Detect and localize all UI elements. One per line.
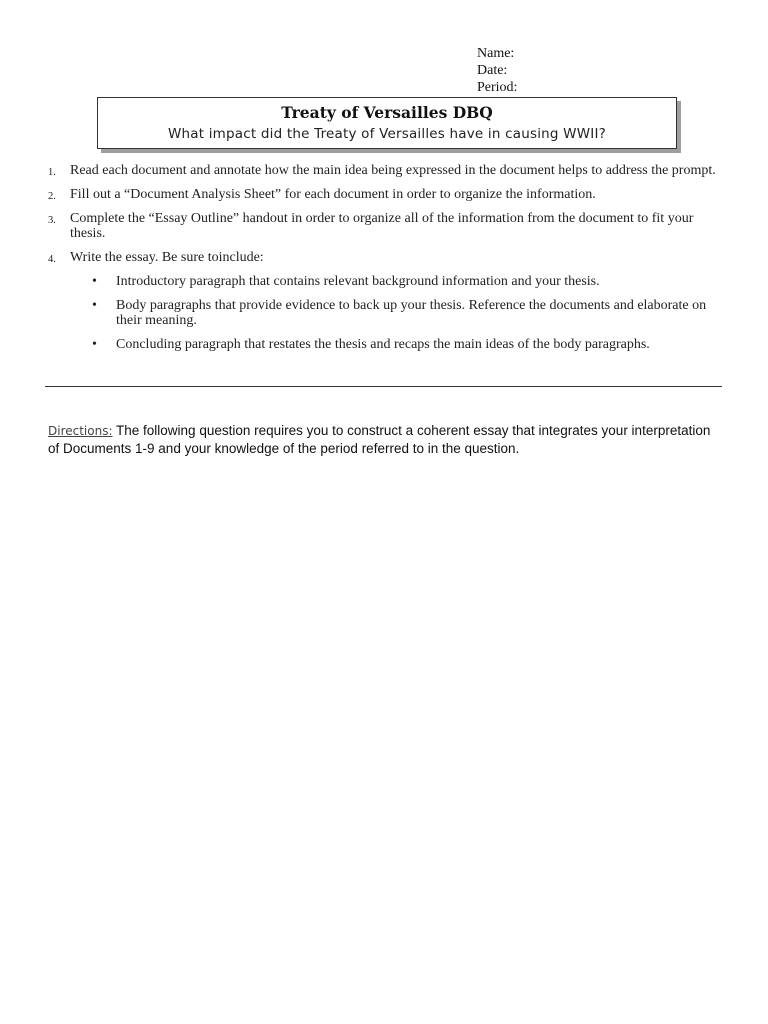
title-box: [97, 97, 677, 149]
name-label: Name:: [477, 46, 515, 61]
period-label: Period:: [477, 80, 518, 95]
directions-text: The following question requires you to construct a coherent essay that integrates your interpretation of Documents 1-9 and your knowledge of the period referred to in the question.: [48, 423, 711, 456]
step-text: Complete the “Essay Outline” handout in order to organize all of the information from the document to fit your thesis.: [70, 211, 694, 241]
essay-requirements-list: [70, 274, 720, 352]
date-label: Date:: [477, 63, 508, 78]
requirement-text: Introductory paragraph that contains relevant background information and your thesis.: [116, 274, 600, 289]
instructions-list: [48, 163, 720, 361]
directions-label: Directions:: [48, 424, 113, 438]
list-item: [92, 298, 720, 328]
requirement-text: Body paragraphs that provide evidence to back up your thesis. Reference the documents and elaborate on their meaning.: [116, 298, 707, 328]
list-item: [92, 337, 720, 352]
list-item: [48, 187, 720, 202]
list-item: [48, 211, 720, 241]
document-title: Treaty of Versailles DBQ: [281, 103, 493, 122]
requirement-text: Concluding paragraph that restates the thesis and recaps the main ideas of the body paragraphs.: [116, 337, 650, 352]
step-number: 4.: [48, 254, 56, 265]
step-number: 1.: [48, 167, 56, 178]
list-item: [48, 250, 720, 352]
step-text: Fill out a “Document Analysis Sheet” for each document in order to organize the information.: [70, 187, 596, 202]
step-number: 2.: [48, 191, 56, 202]
step-text: Write the essay. Be sure toinclude:: [70, 250, 264, 265]
student-info-fields: [477, 45, 517, 96]
directions-paragraph: [48, 422, 724, 457]
essay-prompt: What impact did the Treaty of Versailles have in causing WWII?: [167, 126, 607, 142]
list-item: [48, 163, 720, 178]
section-divider: [45, 386, 722, 387]
bullet-icon: •: [92, 337, 97, 352]
bullet-icon: •: [92, 274, 97, 289]
step-number: 3.: [48, 215, 56, 226]
bullet-icon: •: [92, 298, 97, 313]
step-text: Read each document and annotate how the main idea being expressed in the document helps to address the prompt.: [70, 163, 716, 178]
list-item: [92, 274, 720, 289]
